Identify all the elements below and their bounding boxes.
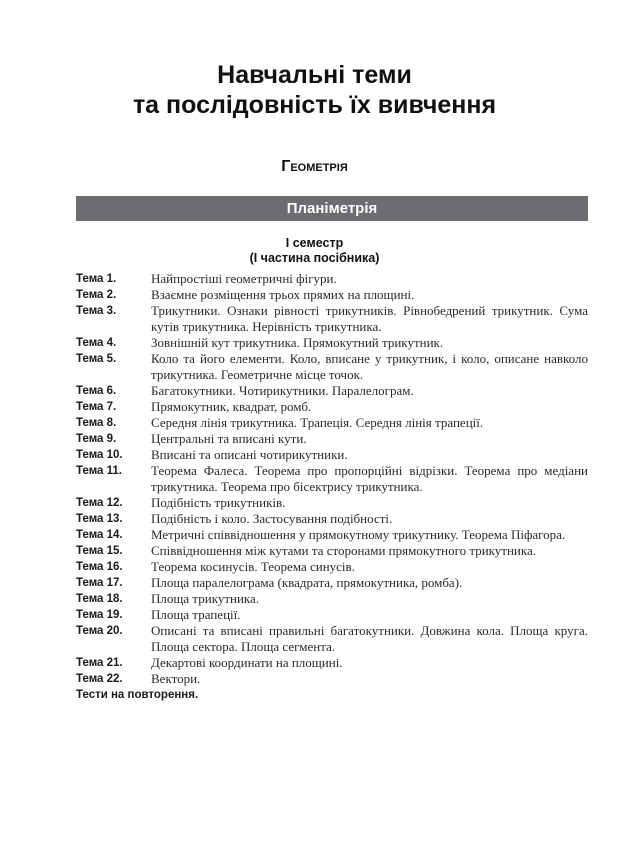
topic-text: Найпростіші геометричні фігури. — [151, 271, 337, 286]
topic-item — [76, 495, 588, 511]
topic-text: Подібність трикутників. — [151, 495, 286, 510]
topic-number: Тема 15. — [76, 545, 123, 557]
review-tests-label: Тести на повторення. — [76, 689, 199, 701]
topic-number: Тема 22. — [76, 673, 123, 685]
topic-number: Тема 2. — [76, 289, 117, 301]
topic-text: Прямокутник, квадрат, ромб. — [151, 399, 312, 414]
topic-number: Тема 20. — [76, 625, 123, 637]
topic-number: Тема 4. — [76, 337, 117, 349]
topic-number: Тема 11. — [76, 465, 122, 477]
topic-text: Декартові координати на площині. — [151, 655, 343, 670]
semester-line-1: І семестр — [285, 236, 344, 250]
topic-item — [76, 447, 588, 463]
topic-item — [76, 351, 588, 383]
topic-number: Тема 9. — [76, 433, 117, 445]
topic-item — [76, 431, 588, 447]
section-bar-label: Планіметрія — [286, 200, 378, 217]
topic-number: Тема 16. — [76, 561, 123, 573]
topic-text: Взаємне розміщення трьох прямих на площині. — [151, 287, 415, 302]
topic-text: Подібність і коло. Застосування подібності. — [151, 511, 393, 526]
topic-number: Тема 1. — [76, 273, 117, 285]
topic-item — [76, 415, 588, 431]
topic-item — [76, 463, 588, 495]
topic-item — [76, 383, 588, 399]
topic-item — [76, 575, 588, 591]
topic-item — [76, 303, 588, 335]
topic-text: Багатокутники. Чотирикутники. Паралелограм. — [151, 383, 414, 398]
topic-item — [76, 671, 588, 687]
topic-text: Вектори. — [151, 671, 201, 686]
topic-text: Коло та його елементи. Коло, вписане у трикутник, і коло, описане навколо трикутника. Геометричне місце точок. — [151, 351, 588, 382]
topic-item — [76, 559, 588, 575]
topic-number: Тема 14. — [76, 529, 123, 541]
topic-number: Тема 6. — [76, 385, 117, 397]
semester-heading — [0, 236, 629, 266]
topic-text: Теорема косинусів. Теорема синусів. — [151, 559, 355, 574]
topic-text: Описані та вписані правильні багатокутники. Довжина кола. Площа круга. Площа сектора. Площа сегмента. — [151, 623, 588, 654]
topic-text: Теорема Фалеса. Теорема про пропорційні відрізки. Теорема про медіани трикутника. Теорема про бісектрису трикутника. — [151, 463, 588, 494]
topic-text: Метричні співвідношення у прямокутному трикутнику. Теорема Піфагора. — [151, 527, 566, 542]
topic-text: Вписані та описані чотирикутники. — [151, 447, 348, 462]
topic-item — [76, 607, 588, 623]
topic-number: Тема 10. — [76, 449, 123, 461]
page-title-line-2: та послідовність їх вивчення — [132, 91, 497, 119]
topic-text: Зовнішній кут трикутника. Прямокутний трикутник. — [151, 335, 444, 350]
topic-item — [76, 271, 588, 287]
semester-line-2: (І частина посібника) — [249, 251, 380, 265]
topic-number: Тема 18. — [76, 593, 123, 605]
topic-text: Середня лінія трикутника. Трапеція. Середня лінія трапеції. — [151, 415, 484, 430]
topic-item — [76, 335, 588, 351]
topic-item — [76, 655, 588, 671]
topic-number: Тема 5. — [76, 353, 117, 365]
topic-number: Тема 3. — [76, 305, 117, 317]
topic-item — [76, 511, 588, 527]
topic-item — [76, 399, 588, 415]
page-title — [0, 60, 629, 120]
topic-text: Центральні та вписані кути. — [151, 431, 307, 446]
topic-number: Тема 21. — [76, 657, 123, 669]
topic-text: Співвідношення між кутами та сторонами прямокутного трикутника. — [151, 543, 537, 558]
topic-item — [76, 543, 588, 559]
topic-item — [76, 623, 588, 655]
topic-text: Площа паралелограма (квадрата, прямокутника, ромба). — [151, 575, 463, 590]
topic-number: Тема 17. — [76, 577, 123, 589]
topic-number: Тема 19. — [76, 609, 123, 621]
topic-text: Трикутники. Ознаки рівності трикутників. Рівнобедрений трикутник. Сума кутів трикутника. Нерівність трикутника. — [151, 303, 588, 334]
topic-text: Площа трапеції. — [151, 607, 241, 622]
topic-number: Тема 8. — [76, 417, 117, 429]
topic-item — [76, 527, 588, 543]
topic-number: Тема 13. — [76, 513, 123, 525]
topic-text: Площа трикутника. — [151, 591, 260, 606]
topic-item — [76, 591, 588, 607]
page-title-line-1: Навчальні теми — [217, 61, 412, 89]
topic-number: Тема 12. — [76, 497, 123, 509]
section-bar — [76, 196, 588, 221]
topic-item — [76, 287, 588, 303]
subject-heading: Геометрія — [281, 158, 348, 175]
topic-number: Тема 7. — [76, 401, 117, 413]
topic-list — [76, 271, 588, 703]
